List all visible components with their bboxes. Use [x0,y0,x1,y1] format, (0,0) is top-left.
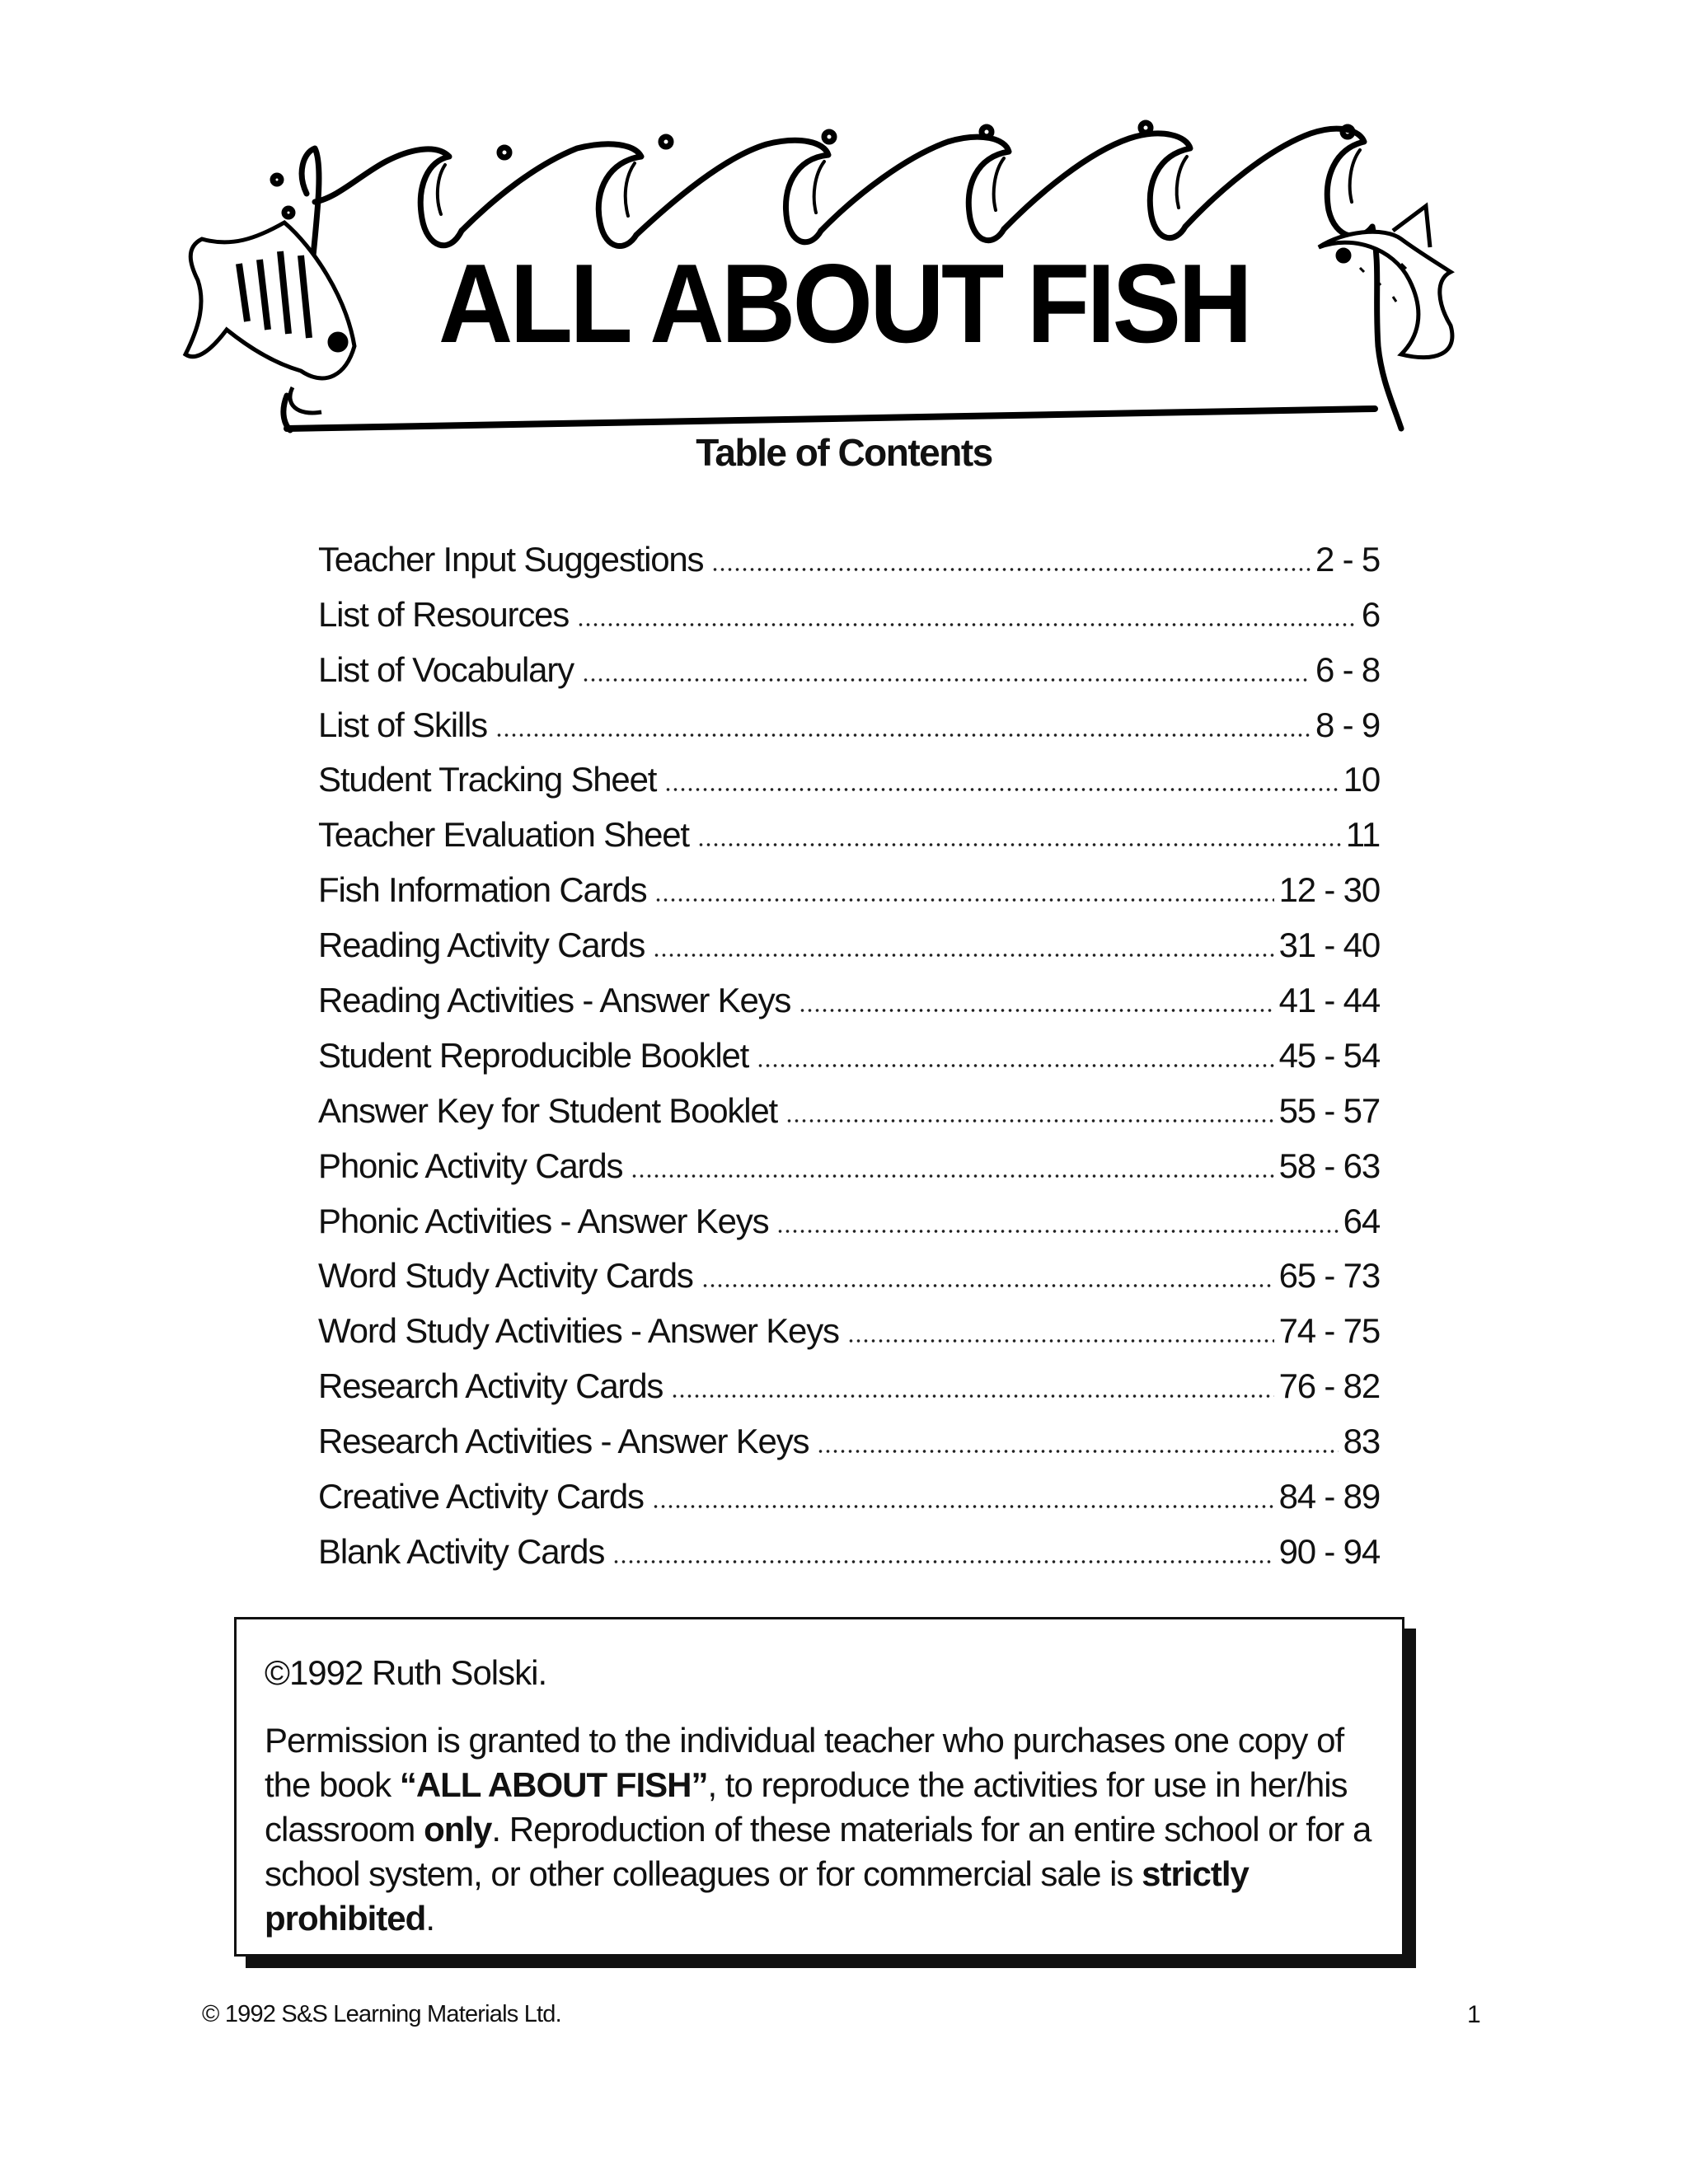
toc-entry-pages: 74 - 75 [1278,1311,1380,1351]
toc-entry [318,1351,1380,1406]
only-emphasis: only [424,1810,492,1849]
prohibited-emphasis: strictly prohibited [265,1854,1249,1938]
permission-text-part: Permission is granted to the individual teacher who purchases one copy of the book [265,1721,1344,1804]
toc-heading: Table of Contents [696,431,992,474]
dot-leader [799,1008,1273,1013]
toc-entry-label: Word Study Activities - Answer Keys [318,1311,839,1351]
toc-entry-pages: 6 [1361,594,1380,634]
dot-leader [577,622,1357,627]
toc-entry [318,1186,1380,1241]
toc-entry-pages: 55 - 57 [1278,1090,1380,1130]
toc-entry-pages: 58 - 63 [1278,1146,1380,1185]
toc-entry-pages: 6 - 8 [1315,649,1380,689]
toc-entry [318,1241,1380,1296]
dot-leader [847,1338,1274,1343]
book-title: ALL ABOUT FISH [438,241,1250,366]
dot-leader [652,1504,1274,1509]
dot-leader [664,787,1338,792]
dot-leader [582,677,1311,682]
toc-entry-pages: 45 - 54 [1278,1035,1380,1075]
author-copyright: ©1992 Ruth Solski. [265,1653,547,1692]
toc-entry [318,524,1380,579]
toc-entry-label: Phonic Activities - Answer Keys [318,1201,769,1240]
toc-entry [318,1406,1380,1461]
toc-entry-pages: 64 [1343,1201,1380,1240]
toc-entry-label: Fish Information Cards [318,870,647,910]
toc-entry-label: Teacher Input Suggestions [318,539,704,579]
toc-entry [318,579,1380,635]
toc-entry-label: Student Reproducible Booklet [318,1035,749,1075]
toc-entry [318,745,1380,800]
permission-text-part: . Reproduction of these materials for an entire school or for a school system, or other colleagues or for commercial sale is [265,1810,1372,1893]
toc-entry [318,1020,1380,1076]
toc-entry-label: Creative Activity Cards [318,1477,644,1516]
toc-entry-pages: 31 - 40 [1278,926,1380,965]
toc-entry [318,1131,1380,1186]
toc-entry-label: Research Activity Cards [318,1366,663,1406]
wave-banner-illustration [0,0,1688,462]
dot-leader [653,953,1274,958]
permission-text-part: , to reproduce the activities for use in her/his classroom [265,1765,1348,1849]
permission-text-part: . [425,1899,434,1938]
dot-leader [785,1118,1274,1123]
toc-entry-label: Blank Activity Cards [318,1531,605,1571]
toc-entry-pages: 84 - 89 [1278,1477,1380,1516]
book-title-emphasis: “ALL ABOUT FISH” [399,1765,708,1804]
toc-entry-pages: 11 [1345,815,1380,855]
toc-entry-pages: 10 [1343,760,1380,799]
dot-leader [817,1449,1338,1454]
title-banner [0,0,1688,462]
toc-entry-pages: 90 - 94 [1278,1531,1380,1571]
copyright-notice-box [234,1617,1404,1957]
toc-entry-pages: 8 - 9 [1315,705,1380,744]
toc-entry-label: Teacher Evaluation Sheet [318,815,689,855]
permission-text [265,1718,1377,1941]
toc-entry-pages: 2 - 5 [1315,539,1380,579]
toc-entry-pages: 76 - 82 [1278,1366,1380,1406]
toc-entry [318,1296,1380,1351]
toc-entry-label: Phonic Activity Cards [318,1146,623,1185]
toc-entry-pages: 83 [1343,1422,1380,1461]
toc-entry-label: Answer Key for Student Booklet [318,1090,777,1130]
dot-leader [757,1063,1274,1068]
dot-leader [654,898,1273,902]
dot-leader [612,1559,1274,1564]
dot-leader [711,567,1311,572]
publisher-footer: © 1992 S&S Learning Materials Ltd. [202,2001,561,2027]
toc-entry [318,910,1380,965]
toc-entry [318,1461,1380,1516]
toc-entry-label: List of Vocabulary [318,649,574,689]
toc-entry-label: Reading Activity Cards [318,926,645,965]
toc-entry-pages: 65 - 73 [1278,1256,1380,1296]
page-number: 1 [1467,2001,1481,2028]
toc-entry-label: Reading Activities - Answer Keys [318,981,791,1020]
toc-entry-label: Student Tracking Sheet [318,760,657,799]
dot-leader [776,1229,1338,1234]
toc-entry [318,635,1380,690]
dot-leader [701,1283,1274,1288]
toc-entry [318,799,1380,855]
toc-entry [318,965,1380,1020]
dot-leader [495,733,1311,738]
dot-leader [671,1394,1273,1399]
toc-entry-label: Research Activities - Answer Keys [318,1422,809,1461]
toc-entry-label: Word Study Activity Cards [318,1256,693,1296]
toc-entry [318,690,1380,745]
toc-entry-label: List of Resources [318,594,570,634]
table-of-contents [318,524,1380,1572]
dot-leader [631,1174,1273,1179]
toc-entry [318,1076,1380,1131]
dot-leader [697,842,1341,847]
toc-entry [318,1516,1380,1572]
toc-entry [318,855,1380,910]
toc-entry-pages: 12 - 30 [1278,870,1380,910]
toc-entry-pages: 41 - 44 [1278,981,1380,1020]
toc-entry-label: List of Skills [318,705,487,744]
